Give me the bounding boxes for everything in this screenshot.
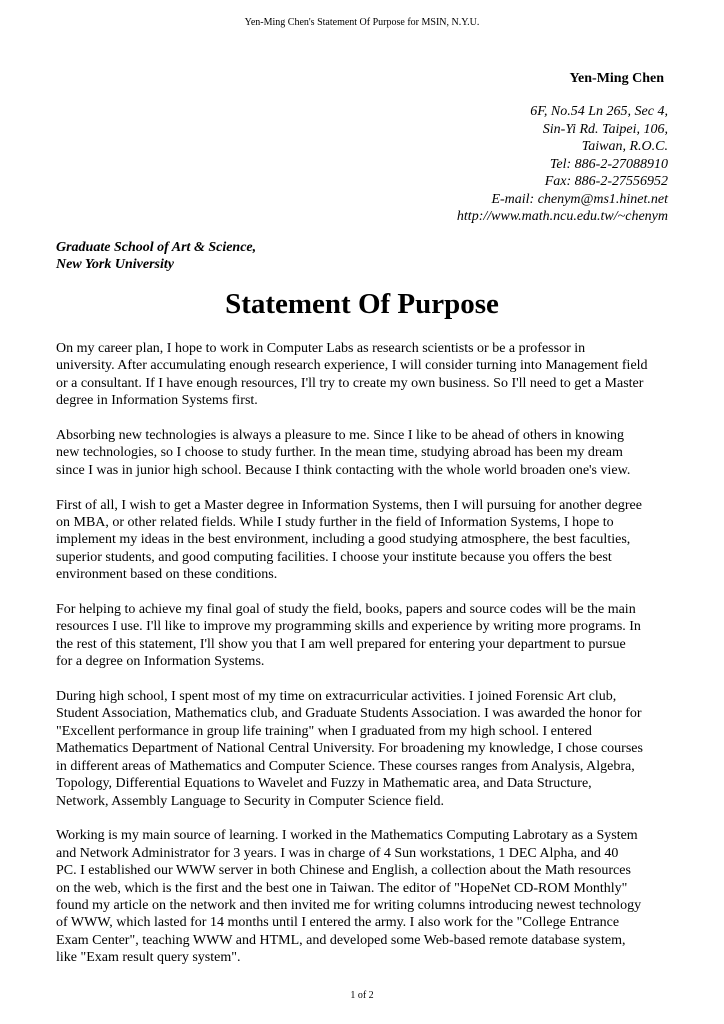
text-line: degree in Information Systems first. <box>56 393 258 409</box>
sender-address <box>348 103 668 226</box>
sender-name: Yen-Ming Chen <box>569 71 664 86</box>
text-line: Student Association, Mathematics club, and Graduate Students Association. I was awarded the honor for <box>56 706 642 722</box>
text-line: PC. I established our WWW server in both Chinese and English, a collection about the Math resources <box>56 863 631 879</box>
text-line: on MBA, or other related fields. While I study further in the field of Information Systems, I hope to <box>56 515 614 531</box>
recipient-line: New York University <box>56 257 174 272</box>
text-line: university. After accumulating enough research experience, I will consider turning into Management field <box>56 358 648 374</box>
fax-line: Fax: 886-2-27556952 <box>544 174 668 189</box>
text-line: Exam Center", teaching WWW and HTML, and developed some Web-based remote database system, <box>56 932 626 948</box>
text-line: or a consultant. If I have enough resources, I'll try to create my own business. So I'll need to get a Master <box>56 375 644 391</box>
text-line: During high school, I spent most of my time on extracurricular activities. I joined Forensic Art club, <box>56 689 617 705</box>
text-line: found my article on the network and then invited me for writing columns introducing newest technology <box>56 897 642 913</box>
text-line: for a degree on Information Systems. <box>56 654 265 670</box>
text-line: like "Exam result query system". <box>56 950 241 966</box>
text-line: implement my ideas in the best environment, including a good studying atmosphere, the best faculties, <box>56 532 631 548</box>
paragraph-degree-goals <box>56 497 676 584</box>
phone-line: Tel: 886-2-27088910 <box>549 156 668 172</box>
paragraph-new-technologies <box>56 427 676 479</box>
running-header: Yen-Ming Chen's Statement Of Purpose for MSIN, N.Y.U. <box>244 17 480 28</box>
paragraph-work-experience <box>56 827 676 966</box>
recipient-block <box>56 239 256 273</box>
text-line: Network, Assembly Language to Security in Computer Science field. <box>56 793 445 809</box>
text-line: on the web, which is the first and the best one in Taiwan. The editor of "HopeNet CD-ROM Monthly" <box>56 880 628 896</box>
document-title: Statement Of Purpose <box>225 288 499 320</box>
address-line: Taiwan, R.O.C. <box>581 139 668 154</box>
text-line: Absorbing new technologies is always a pleasure to me. Since I like to be ahead of others in knowing <box>56 428 625 444</box>
paragraph-education <box>56 688 676 810</box>
text-line: Working is my main source of learning. I worked in the Mathematics Computing Labrotary as a System <box>56 828 638 844</box>
document-body <box>56 340 676 967</box>
sender-block <box>348 70 668 226</box>
text-line: On my career plan, I hope to work in Computer Labs as research scientists or be a professor in <box>56 341 586 356</box>
page-number: 1 of 2 <box>350 990 374 1001</box>
text-line: in different areas of Mathematics and Computer Science. These courses ranges from Analysis, Algebra, <box>56 758 635 774</box>
paragraph-career-plan <box>56 340 676 410</box>
text-line: First of all, I wish to get a Master degree in Information Systems, then I will pursuing for another degree <box>56 497 642 513</box>
recipient-line: Graduate School of Art & Science, <box>56 240 257 255</box>
text-line: Mathematics Department of National Central University. For broadening my knowledge, I chose courses <box>56 741 643 757</box>
text-line: "Excellent performance in group life training" when I graduated from my high school. I entered <box>56 723 592 739</box>
text-line: the rest of this statement, I'll show you that I am well prepared for entering your department to pursue <box>56 636 626 652</box>
text-line: resources I use. I'll like to improve my programming skills and experience by writing more programs. In <box>56 619 641 635</box>
paragraph-resources <box>56 601 676 671</box>
website-line: http://www.math.ncu.edu.tw/~chenym <box>456 209 668 224</box>
address-line: 6F, No.54 Ln 265, Sec 4, <box>530 104 668 119</box>
text-line: new technologies, so I choose to study further. In the mean time, studying abroad has been my dream <box>56 445 623 461</box>
text-line: and Network Administrator for 3 years. I was in charge of 4 Sun workstations, 1 DEC Alpha, and 40 <box>56 845 619 861</box>
text-line: For helping to achieve my final goal of study the field, books, papers and source codes will be the main <box>56 602 636 618</box>
text-line: since I was in junior high school. Because I think contacting with the whole world broaden one's view. <box>56 462 631 478</box>
text-line: superior students, and good computing facilities. I choose your institute because you offers the best <box>56 549 612 565</box>
text-line: environment based on these conditions. <box>56 567 278 583</box>
text-line: Topology, Differential Equations to Wavelet and Fuzzy in Mathematic area, and Data Structure, <box>56 776 592 792</box>
text-line: of WWW, which lasted for 14 months until I entered the army. I also work for the "College Entrance <box>56 915 620 931</box>
email-line: E-mail: chenym@ms1.hinet.net <box>491 191 668 207</box>
address-line: Sin-Yi Rd. Taipei, 106, <box>542 121 668 137</box>
